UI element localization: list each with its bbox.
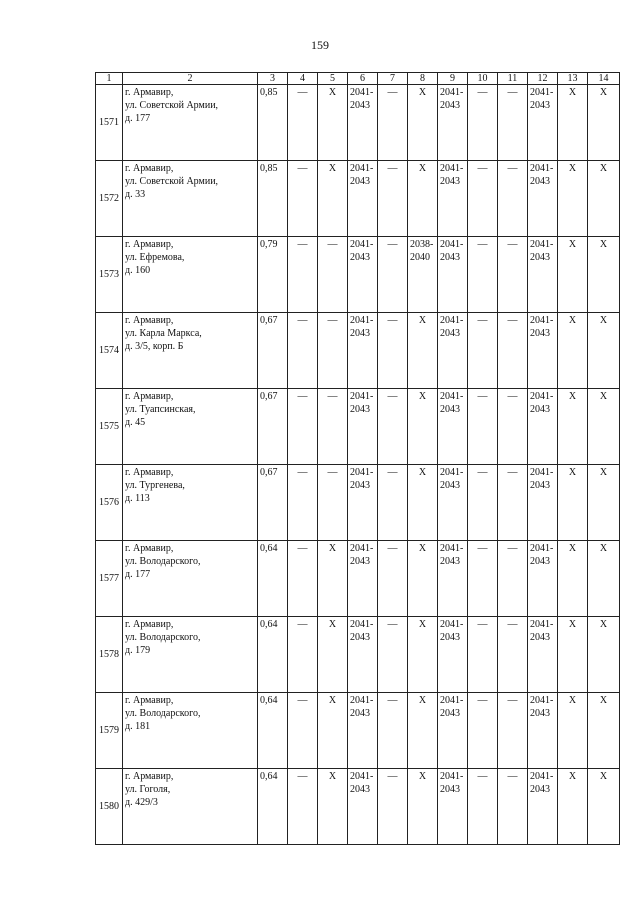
mark-cell: —	[468, 769, 498, 845]
value-cell: 0,64	[258, 617, 288, 693]
table-row	[96, 237, 620, 313]
address-line: ул. Гоголя,	[125, 784, 171, 795]
mark-cell: —	[498, 693, 528, 769]
table-body	[96, 85, 620, 845]
year-line: 2041-	[530, 619, 554, 630]
mark-cell: X	[558, 85, 588, 161]
mark-cell: —	[318, 313, 348, 389]
mark-cell: X	[558, 161, 588, 237]
year-range-cell	[528, 541, 558, 617]
mark-cell: X	[588, 769, 620, 845]
column-header: 5	[318, 73, 348, 85]
mark-cell: X	[558, 237, 588, 313]
year-range-cell	[438, 465, 468, 541]
address-line: д. 177	[125, 569, 151, 580]
table-row	[96, 465, 620, 541]
mark-cell: X	[558, 389, 588, 465]
year-range-cell	[528, 769, 558, 845]
mark-cell: —	[468, 85, 498, 161]
year-line: 2043	[440, 100, 460, 111]
year-line: 2041-	[530, 87, 554, 98]
address-line: г. Армавир,	[125, 467, 174, 478]
year-line: 2043	[350, 100, 370, 111]
year-line: 2041-	[350, 87, 374, 98]
year-range-cell	[528, 693, 558, 769]
mark-cell: —	[468, 541, 498, 617]
row-number: 1580	[96, 769, 123, 845]
mark-cell: —	[468, 617, 498, 693]
year-range-cell	[348, 237, 378, 313]
mark-cell: —	[288, 161, 318, 237]
row-number: 1571	[96, 85, 123, 161]
mark-cell: X	[558, 693, 588, 769]
year-line: 2043	[530, 176, 550, 187]
year-line: 2041-	[440, 771, 464, 782]
mark-cell: X	[588, 693, 620, 769]
address-line: ул. Советской Армии,	[125, 176, 219, 187]
row-number: 1579	[96, 693, 123, 769]
year-line: 2043	[440, 556, 460, 567]
row-number: 1575	[96, 389, 123, 465]
mark-cell: —	[468, 161, 498, 237]
year-range-cell	[408, 237, 438, 313]
year-line: 2043	[440, 632, 460, 643]
year-line: 2038-	[410, 239, 434, 250]
mark-cell: —	[288, 769, 318, 845]
address-cell	[123, 237, 258, 313]
table-row	[96, 161, 620, 237]
year-line: 2043	[530, 784, 550, 795]
year-line: 2041-	[530, 771, 554, 782]
address-line: д. 113	[125, 493, 150, 504]
year-line: 2041-	[350, 315, 374, 326]
mark-cell: X	[408, 465, 438, 541]
address-line: ул. Карла Маркса,	[125, 328, 202, 339]
mark-cell: X	[318, 693, 348, 769]
mark-cell: X	[588, 389, 620, 465]
value-cell: 0,67	[258, 389, 288, 465]
year-line: 2043	[440, 328, 460, 339]
year-line: 2041-	[350, 163, 374, 174]
address-line: д. 45	[125, 417, 146, 428]
column-header: 8	[408, 73, 438, 85]
year-line: 2043	[530, 708, 550, 719]
row-number: 1578	[96, 617, 123, 693]
address-line: г. Армавир,	[125, 695, 174, 706]
mark-cell: X	[558, 769, 588, 845]
year-range-cell	[438, 161, 468, 237]
year-line: 2043	[350, 404, 370, 415]
address-line: ул. Володарского,	[125, 708, 201, 719]
mark-cell: —	[378, 617, 408, 693]
address-line: д. 160	[125, 265, 151, 276]
mark-cell: X	[588, 617, 620, 693]
year-line: 2043	[350, 784, 370, 795]
year-range-cell	[438, 85, 468, 161]
year-line: 2043	[530, 252, 550, 263]
mark-cell: X	[318, 541, 348, 617]
year-line: 2041-	[350, 543, 374, 554]
year-line: 2043	[350, 176, 370, 187]
year-line: 2043	[440, 404, 460, 415]
mark-cell: X	[408, 769, 438, 845]
year-line: 2043	[440, 252, 460, 263]
address-cell	[123, 541, 258, 617]
address-cell	[123, 85, 258, 161]
mark-cell: —	[318, 465, 348, 541]
year-range-cell	[348, 389, 378, 465]
mark-cell: —	[318, 237, 348, 313]
year-range-cell	[348, 693, 378, 769]
mark-cell: X	[408, 161, 438, 237]
address-line: ул. Тургенева,	[125, 480, 185, 491]
mark-cell: X	[558, 617, 588, 693]
year-line: 2043	[440, 480, 460, 491]
year-line: 2043	[440, 176, 460, 187]
mark-cell: —	[288, 693, 318, 769]
mark-cell: X	[558, 313, 588, 389]
column-header: 7	[378, 73, 408, 85]
year-line: 2041-	[350, 239, 374, 250]
year-range-cell	[348, 769, 378, 845]
mark-cell: —	[288, 617, 318, 693]
year-line: 2043	[350, 708, 370, 719]
mark-cell: —	[288, 389, 318, 465]
mark-cell: —	[378, 769, 408, 845]
year-line: 2043	[440, 784, 460, 795]
year-range-cell	[348, 161, 378, 237]
address-cell	[123, 465, 258, 541]
year-range-cell	[528, 161, 558, 237]
year-line: 2043	[530, 328, 550, 339]
year-range-cell	[348, 617, 378, 693]
year-line: 2043	[530, 404, 550, 415]
column-header: 14	[588, 73, 620, 85]
year-line: 2043	[530, 480, 550, 491]
year-line: 2041-	[440, 543, 464, 554]
mark-cell: —	[468, 465, 498, 541]
address-line: ул. Советской Армии,	[125, 100, 219, 111]
column-header: 1	[96, 73, 123, 85]
row-number: 1574	[96, 313, 123, 389]
mark-cell: X	[588, 237, 620, 313]
column-header: 6	[348, 73, 378, 85]
year-line: 2043	[350, 252, 370, 263]
year-line: 2041-	[530, 391, 554, 402]
mark-cell: X	[588, 541, 620, 617]
column-header: 12	[528, 73, 558, 85]
year-range-cell	[438, 693, 468, 769]
address-line: д. 179	[125, 645, 151, 656]
mark-cell: —	[498, 541, 528, 617]
table-row	[96, 541, 620, 617]
year-line: 2041-	[440, 87, 464, 98]
mark-cell: —	[378, 693, 408, 769]
mark-cell: —	[498, 389, 528, 465]
address-line: ул. Туапсинская,	[125, 404, 196, 415]
mark-cell: —	[288, 465, 318, 541]
year-line: 2043	[350, 480, 370, 491]
year-line: 2041-	[530, 163, 554, 174]
year-line: 2043	[350, 556, 370, 567]
year-range-cell	[438, 769, 468, 845]
address-line: г. Армавир,	[125, 163, 174, 174]
address-cell	[123, 389, 258, 465]
mark-cell: —	[498, 313, 528, 389]
year-range-cell	[438, 237, 468, 313]
mark-cell: —	[498, 85, 528, 161]
year-line: 2043	[530, 556, 550, 567]
year-line: 2041-	[440, 315, 464, 326]
year-line: 2041-	[530, 543, 554, 554]
address-line: д. 177	[125, 113, 151, 124]
address-line: д. 33	[125, 189, 146, 200]
mark-cell: X	[408, 85, 438, 161]
year-range-cell	[528, 85, 558, 161]
address-line: г. Армавир,	[125, 619, 174, 630]
column-header: 10	[468, 73, 498, 85]
column-header: 13	[558, 73, 588, 85]
table-row	[96, 313, 620, 389]
year-range-cell	[348, 313, 378, 389]
year-range-cell	[528, 465, 558, 541]
address-cell	[123, 693, 258, 769]
mark-cell: X	[318, 85, 348, 161]
mark-cell: X	[558, 541, 588, 617]
table-row	[96, 769, 620, 845]
year-line: 2041-	[530, 467, 554, 478]
address-line: г. Армавир,	[125, 87, 174, 98]
mark-cell: —	[288, 85, 318, 161]
mark-cell: X	[318, 769, 348, 845]
mark-cell: X	[408, 693, 438, 769]
mark-cell: —	[468, 693, 498, 769]
mark-cell: —	[318, 389, 348, 465]
year-range-cell	[528, 237, 558, 313]
mark-cell: —	[468, 237, 498, 313]
address-cell	[123, 769, 258, 845]
mark-cell: X	[588, 313, 620, 389]
year-line: 2041-	[440, 163, 464, 174]
row-number: 1576	[96, 465, 123, 541]
header-row	[96, 73, 620, 85]
page-number: 159	[311, 38, 329, 52]
address-cell	[123, 313, 258, 389]
year-line: 2040	[410, 252, 430, 263]
row-number: 1573	[96, 237, 123, 313]
mark-cell: X	[318, 161, 348, 237]
value-cell: 0,67	[258, 465, 288, 541]
address-line: г. Армавир,	[125, 771, 174, 782]
mark-cell: —	[498, 769, 528, 845]
year-line: 2043	[530, 100, 550, 111]
year-line: 2043	[440, 708, 460, 719]
address-cell	[123, 617, 258, 693]
mark-cell: —	[378, 85, 408, 161]
address-line: г. Армавир,	[125, 315, 174, 326]
address-line: г. Армавир,	[125, 391, 174, 402]
year-line: 2041-	[350, 771, 374, 782]
mark-cell: —	[498, 237, 528, 313]
value-cell: 0,79	[258, 237, 288, 313]
year-line: 2041-	[440, 467, 464, 478]
year-range-cell	[528, 617, 558, 693]
mark-cell: —	[498, 465, 528, 541]
year-range-cell	[348, 465, 378, 541]
mark-cell: —	[378, 313, 408, 389]
year-range-cell	[528, 389, 558, 465]
year-line: 2041-	[350, 695, 374, 706]
year-line: 2041-	[440, 239, 464, 250]
mark-cell: —	[378, 541, 408, 617]
year-line: 2043	[350, 632, 370, 643]
mark-cell: —	[468, 313, 498, 389]
year-line: 2041-	[350, 467, 374, 478]
year-line: 2041-	[530, 239, 554, 250]
address-line: ул. Володарского,	[125, 556, 201, 567]
column-header: 3	[258, 73, 288, 85]
mark-cell: X	[588, 465, 620, 541]
table-row	[96, 85, 620, 161]
year-range-cell	[438, 313, 468, 389]
value-cell: 0,64	[258, 541, 288, 617]
address-line: г. Армавир,	[125, 543, 174, 554]
address-line: ул. Ефремова,	[125, 252, 185, 263]
mark-cell: —	[378, 237, 408, 313]
register-table	[95, 72, 620, 845]
address-line: ул. Володарского,	[125, 632, 201, 643]
year-line: 2041-	[530, 315, 554, 326]
address-line: д. 3/5, корп. Б	[125, 341, 184, 352]
address-line: г. Армавир,	[125, 239, 174, 250]
year-range-cell	[438, 617, 468, 693]
mark-cell: —	[378, 161, 408, 237]
address-cell	[123, 161, 258, 237]
value-cell: 0,85	[258, 161, 288, 237]
year-range-cell	[348, 541, 378, 617]
mark-cell: —	[288, 237, 318, 313]
mark-cell: X	[318, 617, 348, 693]
mark-cell: X	[558, 465, 588, 541]
mark-cell: —	[468, 389, 498, 465]
row-number: 1577	[96, 541, 123, 617]
table-row	[96, 389, 620, 465]
column-header: 4	[288, 73, 318, 85]
value-cell: 0,64	[258, 693, 288, 769]
year-line: 2043	[350, 328, 370, 339]
year-line: 2041-	[530, 695, 554, 706]
year-range-cell	[438, 389, 468, 465]
mark-cell: X	[588, 161, 620, 237]
mark-cell: X	[588, 85, 620, 161]
value-cell: 0,67	[258, 313, 288, 389]
mark-cell: X	[408, 541, 438, 617]
year-range-cell	[528, 313, 558, 389]
column-header: 11	[498, 73, 528, 85]
year-line: 2041-	[440, 391, 464, 402]
year-line: 2041-	[440, 695, 464, 706]
year-line: 2043	[530, 632, 550, 643]
row-number: 1572	[96, 161, 123, 237]
table-row	[96, 617, 620, 693]
mark-cell: —	[378, 465, 408, 541]
year-range-cell	[348, 85, 378, 161]
mark-cell: —	[378, 389, 408, 465]
mark-cell: X	[408, 389, 438, 465]
mark-cell: —	[498, 161, 528, 237]
address-line: д. 181	[125, 721, 151, 732]
column-header: 2	[123, 73, 258, 85]
year-line: 2041-	[350, 391, 374, 402]
address-line: д. 429/3	[125, 797, 158, 808]
value-cell: 0,85	[258, 85, 288, 161]
mark-cell: —	[288, 541, 318, 617]
mark-cell: —	[288, 313, 318, 389]
value-cell: 0,64	[258, 769, 288, 845]
mark-cell: X	[408, 617, 438, 693]
mark-cell: X	[408, 313, 438, 389]
column-header: 9	[438, 73, 468, 85]
table-row	[96, 693, 620, 769]
year-line: 2041-	[440, 619, 464, 630]
year-line: 2041-	[350, 619, 374, 630]
mark-cell: —	[498, 617, 528, 693]
year-range-cell	[438, 541, 468, 617]
